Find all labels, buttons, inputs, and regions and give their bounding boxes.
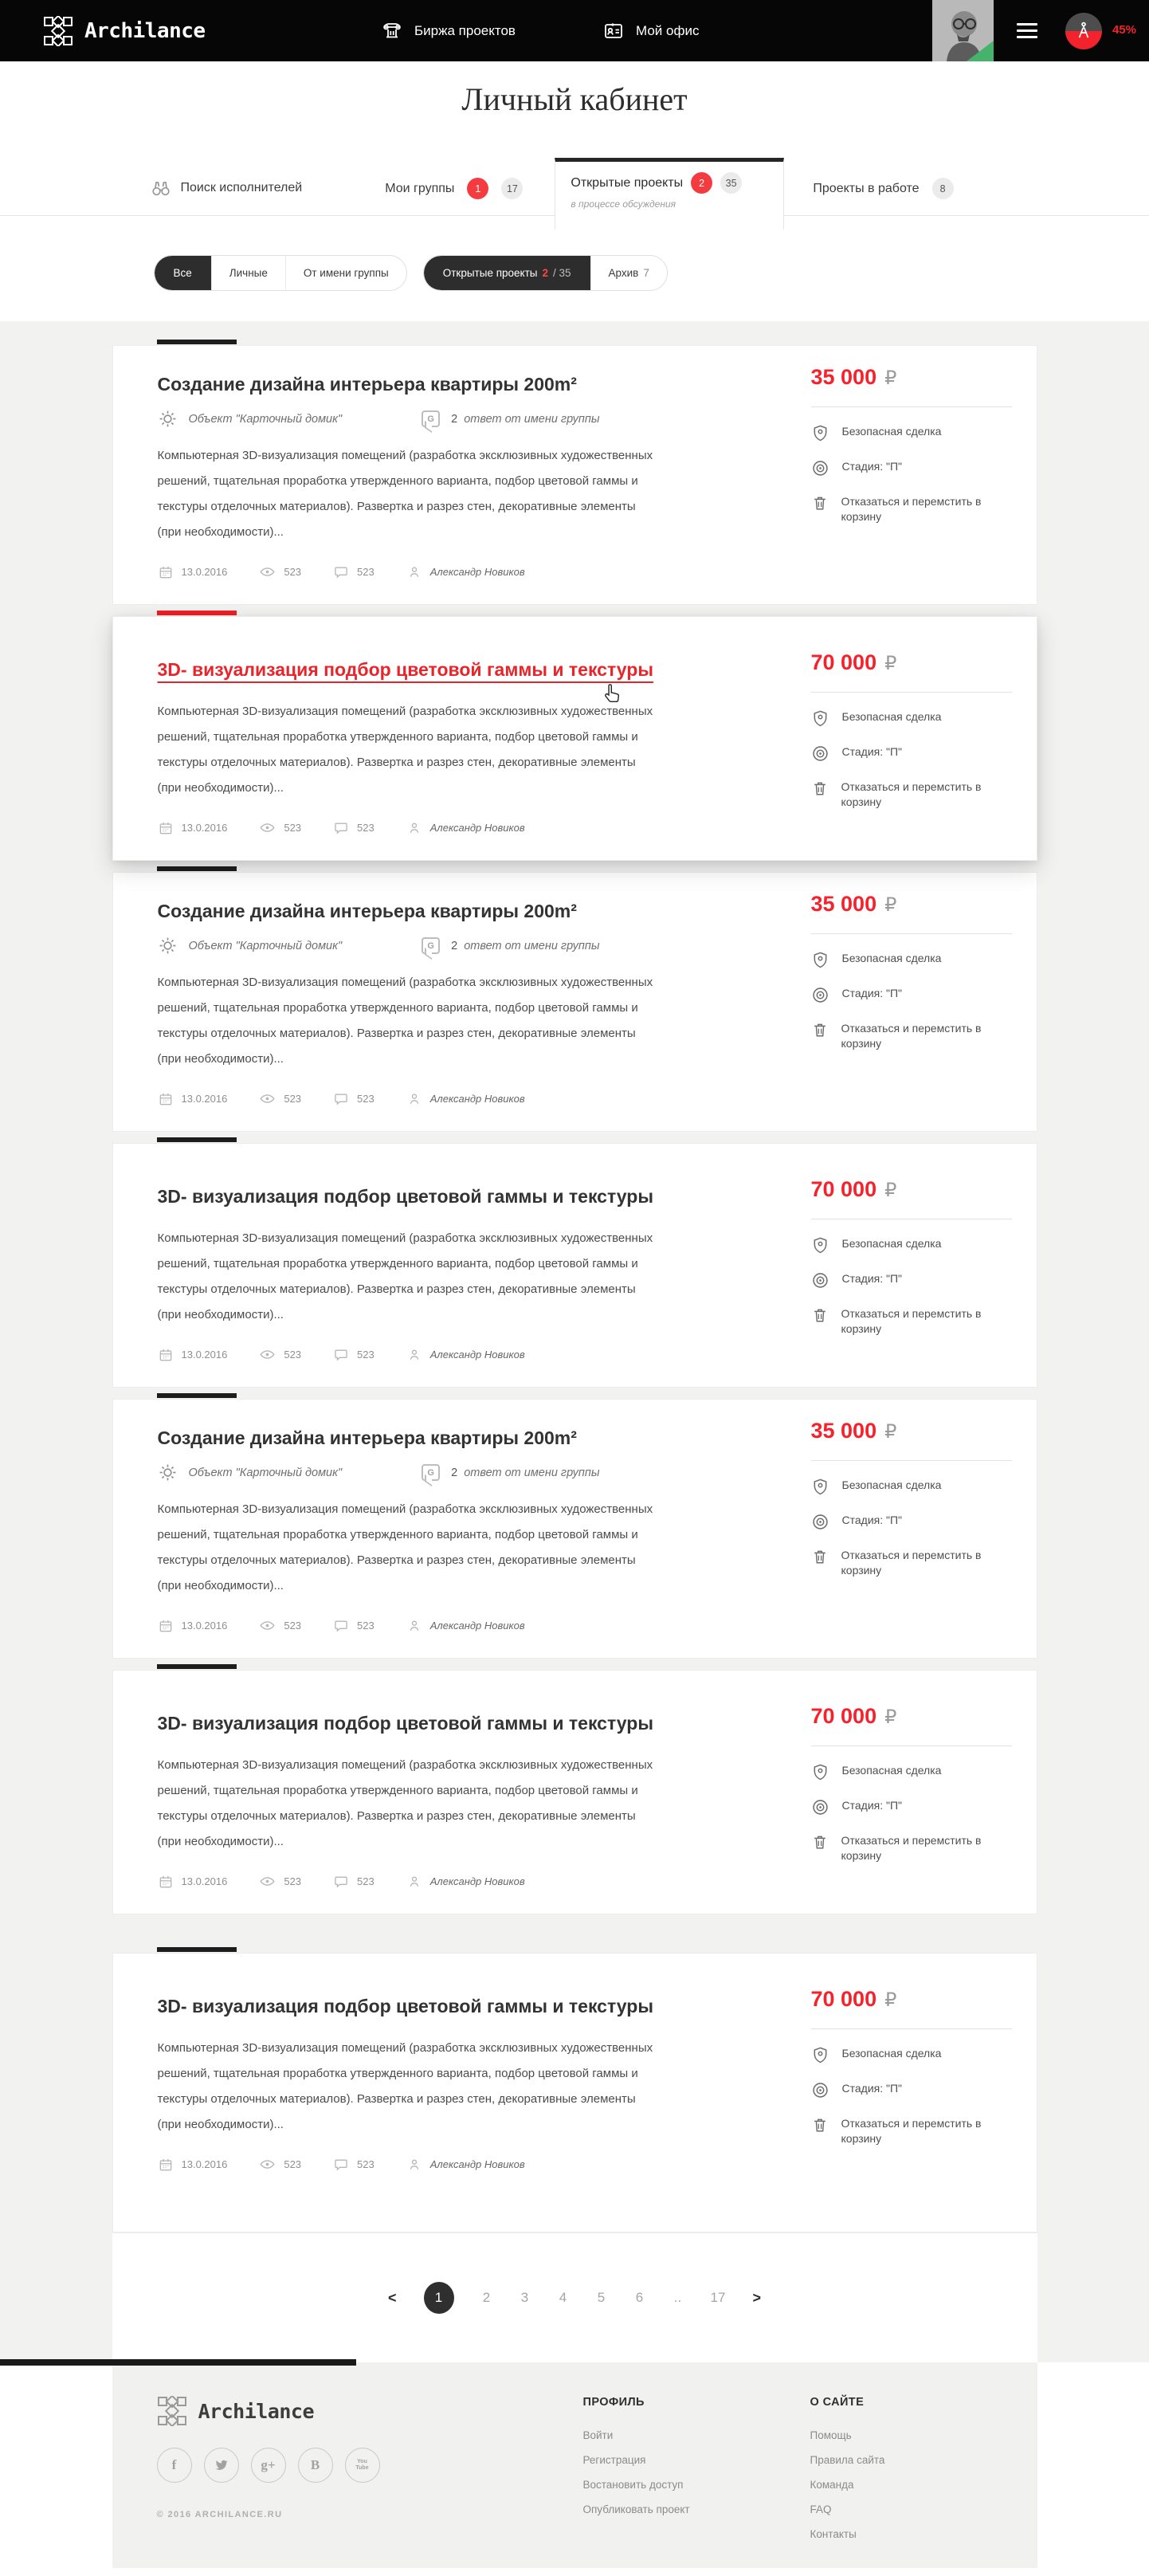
archive-count: 7 — [643, 267, 649, 279]
stage-action[interactable] — [811, 1798, 1012, 1816]
views-counter — [259, 1873, 301, 1890]
safe-deal-action[interactable] — [811, 424, 1012, 442]
project-author[interactable] — [406, 820, 525, 836]
side-divider — [811, 406, 1012, 407]
comments-value: 523 — [357, 1875, 375, 1887]
date-value: 13.0.2016 — [181, 1349, 228, 1361]
project-card[interactable] — [112, 616, 1037, 861]
stage-action[interactable] — [811, 1271, 1012, 1290]
project-author[interactable] — [406, 564, 525, 580]
tabbar — [112, 158, 1037, 216]
group-reply-icon: G — [422, 410, 440, 427]
date-value: 13.0.2016 — [181, 1875, 228, 1887]
safe-deal-action[interactable] — [811, 1236, 1012, 1255]
footer-link[interactable]: Опубликовать проект — [582, 2503, 690, 2515]
author-name: Александр Новиков — [429, 1349, 525, 1361]
safe-deal-label: Безопасная сделка — [841, 710, 942, 723]
project-meta-row — [158, 936, 662, 956]
project-foot-row — [158, 1346, 662, 1363]
project-title[interactable]: Создание дизайна интерьера квартиры 200m² — [157, 1427, 577, 1448]
pagination-page[interactable]: 4 — [559, 2290, 567, 2305]
footer-link[interactable]: Регистрация — [582, 2454, 646, 2466]
project-title[interactable]: 3D- визуализация подбор цветовой гаммы и текстуры — [157, 659, 653, 680]
project-foot-row — [158, 1090, 662, 1107]
menu-burger-icon[interactable] — [1017, 23, 1037, 38]
views-counter — [259, 819, 301, 836]
decline-label: Отказаться и перемстить в корзину — [841, 495, 982, 523]
views-counter — [259, 564, 301, 580]
filters-row — [154, 255, 1037, 291]
decline-to-trash-action[interactable] — [811, 2116, 1012, 2146]
safe-deal-action[interactable] — [811, 1763, 1012, 1781]
author-name: Александр Новиков — [429, 822, 525, 834]
tab-label: Проекты в работе — [813, 181, 920, 195]
decline-to-trash-action[interactable] — [811, 1306, 1012, 1337]
views-counter — [259, 2156, 301, 2173]
footer-brand-name: Archilance — [198, 2399, 315, 2423]
project-description: Компьютерная 3D-визуализация помещений (разработка эксклюзивных художественных решений, тщательная проработка утвержденного варианта, подбор цветовой гаммы и текстуры отделочных материалов). Развертка и разрез стен, декоративные элементы (при необходимости)... — [157, 2041, 653, 2131]
ruble-sign: ₽ — [884, 1989, 897, 2011]
side-divider — [811, 933, 1012, 934]
comments-value: 523 — [357, 1620, 375, 1632]
project-price — [811, 1419, 897, 1443]
project-description: Компьютерная 3D-визуализация помещений (разработка эксклюзивных художественных решений, тщательная проработка утвержденного варианта, подбор цветовой гаммы и текстуры отделочных материалов). Развертка и разрез стен, декоративные элементы (при необходимости)... — [157, 1231, 653, 1321]
project-card[interactable] — [112, 1399, 1037, 1659]
decline-label: Отказаться и перемстить в корзину — [841, 1307, 982, 1335]
views-value: 523 — [284, 1875, 302, 1887]
footer-link[interactable]: Контакты — [810, 2528, 857, 2540]
filter-open-projects[interactable]: Открытые проекты 2 / 35 — [424, 256, 590, 290]
footer-column-about — [810, 2396, 885, 2553]
stage-label: Стадия: "П" — [841, 2082, 903, 2095]
card-accent-dash — [157, 340, 237, 344]
card-gap — [112, 1132, 1037, 1143]
reply-count: 2 — [451, 412, 458, 426]
filter-archive[interactable]: Архив 7 — [590, 256, 667, 290]
project-title[interactable]: 3D- визуализация подбор цветовой гаммы и текстуры — [157, 1713, 653, 1734]
facebook-icon[interactable]: f — [157, 2448, 192, 2483]
project-side-actions — [811, 1460, 1012, 1578]
project-card[interactable] — [112, 1953, 1037, 2232]
date-value: 13.0.2016 — [181, 822, 228, 834]
card-accent-dash — [157, 1393, 237, 1398]
author-name: Александр Новиков — [429, 1620, 525, 1632]
id-card-icon — [602, 20, 625, 42]
project-date — [158, 1618, 228, 1634]
project-price — [811, 1177, 897, 1202]
project-date — [158, 1874, 228, 1890]
comments-counter[interactable] — [333, 1618, 375, 1634]
footer-column-title: О САЙТЕ — [810, 2396, 865, 2409]
new-count-badge: 1 — [467, 178, 488, 199]
reply-count: 2 — [451, 939, 458, 952]
reply-label[interactable]: ответ от имени группы — [464, 939, 600, 952]
total-count-badge: 35 — [720, 172, 742, 194]
hand-cursor-icon — [601, 682, 623, 705]
comments-value: 523 — [357, 566, 375, 578]
footer-links-profile — [583, 2429, 690, 2515]
ruble-sign: ₽ — [884, 367, 897, 389]
views-value: 523 — [284, 1093, 302, 1105]
ruble-sign: ₽ — [884, 1706, 897, 1728]
project-card[interactable] — [112, 1143, 1037, 1388]
price-amount: 70 000 — [810, 1177, 877, 1201]
comments-value: 523 — [357, 2158, 375, 2170]
tab-my-groups[interactable] — [385, 158, 523, 199]
nav-label: Биржа проектов — [414, 22, 516, 38]
card-gap — [112, 605, 1037, 616]
footer-links-about — [810, 2429, 885, 2540]
footer-link[interactable]: Помощь — [810, 2429, 852, 2441]
archilance-logo-icon — [157, 2396, 187, 2426]
safe-deal-action[interactable] — [811, 709, 1012, 728]
project-title[interactable]: 3D- визуализация подбор цветовой гаммы и текстуры — [157, 1186, 653, 1207]
project-date — [158, 820, 228, 836]
brand-name: Archilance — [84, 18, 206, 43]
card-accent-dash — [157, 1664, 237, 1669]
brand-logo[interactable] — [43, 0, 206, 61]
project-author[interactable] — [406, 1874, 525, 1890]
project-author[interactable] — [406, 2157, 525, 2173]
decline-to-trash-action[interactable] — [811, 779, 1012, 810]
stage-label: Стадия: "П" — [841, 987, 903, 999]
rating-percent: 45% — [1112, 23, 1137, 37]
views-value: 523 — [284, 1620, 302, 1632]
footer-link[interactable]: Востановить доступ — [582, 2479, 684, 2491]
project-date — [158, 1091, 228, 1107]
youtube-icon[interactable]: You Tube — [345, 2448, 380, 2483]
decline-label: Отказаться и перемстить в корзину — [841, 2117, 982, 2145]
total-count-badge: 8 — [932, 178, 954, 199]
stage-action[interactable] — [811, 1513, 1012, 1531]
project-title[interactable]: Создание дизайна интерьера квартиры 200m² — [157, 374, 577, 395]
project-foot-row — [158, 2156, 662, 2173]
decline-to-trash-action[interactable] — [811, 494, 1012, 524]
project-price — [811, 1987, 897, 2012]
tab-search-executors[interactable] — [151, 158, 303, 198]
page-title: Личный кабинет — [461, 81, 688, 117]
card-gap — [112, 321, 1037, 345]
nav-project-exchange[interactable] — [381, 0, 516, 61]
author-name: Александр Новиков — [429, 1875, 525, 1887]
rating-compass-icon[interactable] — [1065, 13, 1102, 49]
decline-to-trash-action[interactable] — [811, 1548, 1012, 1578]
project-foot-row — [158, 819, 662, 836]
card-accent-dash — [157, 866, 237, 871]
project-side-actions — [811, 2028, 1012, 2146]
card-accent-dash — [157, 1137, 237, 1142]
safe-deal-action[interactable] — [811, 1478, 1012, 1496]
pagination — [112, 2232, 1037, 2362]
project-description: Компьютерная 3D-визуализация помещений (разработка эксклюзивных художественных решений, тщательная проработка утвержденного варианта, подбор цветовой гаммы и текстуры отделочных материалов). Развертка и разрез стен, декоративные элементы (при необходимости)... — [157, 1502, 653, 1592]
project-date — [158, 2157, 228, 2173]
safe-deal-label: Безопасная сделка — [841, 1764, 942, 1777]
author-name: Александр Новиков — [429, 2158, 525, 2170]
author-name: Александр Новиков — [429, 1093, 525, 1105]
project-author[interactable] — [406, 1618, 525, 1634]
stage-label: Стадия: "П" — [841, 460, 903, 473]
open-count: 2 — [542, 267, 548, 279]
tab-label: Поиск исполнителей — [180, 181, 303, 194]
gear-icon — [158, 936, 178, 956]
cabinet-head — [0, 61, 1149, 321]
views-value: 523 — [284, 822, 302, 834]
comments-value: 523 — [357, 822, 375, 834]
project-author[interactable] — [406, 1091, 525, 1107]
project-description: Компьютерная 3D-визуализация помещений (разработка эксклюзивных художественных решений, тщательная проработка утвержденного варианта, подбор цветовой гаммы и текстуры отделочных материалов). Развертка и разрез стен, декоративные элементы (при необходимости)... — [157, 705, 653, 795]
stage-action[interactable] — [811, 459, 1012, 477]
footer-column-title: ПРОФИЛЬ — [582, 2396, 645, 2409]
project-object-label[interactable]: Объект "Карточный домик" — [188, 939, 343, 952]
views-value: 523 — [284, 566, 302, 578]
safe-deal-action[interactable] — [811, 2046, 1012, 2064]
author-name: Александр Новиков — [429, 566, 525, 578]
stage-label: Стадия: "П" — [841, 1514, 903, 1526]
decline-to-trash-action[interactable] — [811, 1021, 1012, 1051]
tab-subtitle: в процессе обсуждения — [571, 198, 676, 210]
side-divider — [811, 692, 1012, 693]
behance-icon[interactable]: B — [298, 2448, 333, 2483]
comments-counter[interactable] — [333, 2157, 375, 2173]
comments-counter[interactable] — [333, 1347, 375, 1363]
date-value: 13.0.2016 — [181, 566, 228, 578]
avatar-status-corner — [967, 41, 994, 61]
stage-action[interactable] — [811, 744, 1012, 763]
project-card[interactable] — [112, 345, 1037, 605]
pagination-page[interactable]: 3 — [520, 2290, 529, 2305]
project-title[interactable]: Создание дизайна интерьера квартиры 200m² — [157, 901, 577, 921]
pagination-page[interactable]: 2 — [482, 2290, 491, 2305]
pagination-prev[interactable]: < — [388, 2289, 397, 2306]
date-value: 13.0.2016 — [181, 2158, 228, 2170]
price-amount: 35 000 — [810, 365, 877, 389]
project-foot-row — [158, 1873, 662, 1890]
stage-action[interactable] — [811, 2081, 1012, 2099]
project-price — [811, 892, 897, 917]
pagination-next[interactable]: > — [752, 2289, 761, 2306]
date-value: 13.0.2016 — [181, 1620, 228, 1632]
top-header — [0, 0, 1149, 61]
pagination-page[interactable]: .. — [673, 2290, 682, 2305]
project-meta-row — [158, 409, 662, 429]
project-side-actions — [811, 933, 1012, 1051]
stage-action[interactable] — [811, 986, 1012, 1004]
user-avatar[interactable] — [932, 0, 994, 61]
comments-value: 523 — [357, 1093, 375, 1105]
project-price — [811, 1704, 897, 1729]
page-footer — [0, 2362, 1149, 2576]
price-amount: 35 000 — [810, 1419, 877, 1443]
safe-deal-action[interactable] — [811, 951, 1012, 969]
project-meta-row — [158, 1463, 662, 1482]
filter-all[interactable]: Все — [155, 256, 211, 290]
stage-label: Стадия: "П" — [841, 1799, 903, 1812]
project-foot-row — [158, 564, 662, 580]
gear-icon — [158, 409, 178, 429]
project-date — [158, 1347, 228, 1363]
group-reply-icon: G — [422, 937, 440, 954]
project-card[interactable] — [112, 872, 1037, 1132]
tab-projects-in-work[interactable] — [813, 158, 953, 199]
project-object-label[interactable]: Объект "Карточный домик" — [188, 412, 343, 426]
project-description: Компьютерная 3D-визуализация помещений (разработка эксклюзивных художественных решений, тщательная проработка утвержденного варианта, подбор цветовой гаммы и текстуры отделочных материалов). Развертка и разрез стен, декоративные элементы (при необходимости)... — [157, 449, 653, 539]
total-count-badge: 17 — [501, 178, 523, 199]
project-object-label[interactable]: Объект "Карточный домик" — [188, 1466, 343, 1479]
pagination-page-active[interactable]: 1 — [424, 2282, 454, 2314]
views-value: 523 — [284, 1349, 302, 1361]
filter-personal[interactable]: Личные — [211, 256, 285, 290]
decline-label: Отказаться и перемстить в корзину — [841, 1022, 982, 1050]
project-side-actions — [811, 1219, 1012, 1337]
project-list — [112, 321, 1037, 2232]
project-date — [158, 564, 228, 580]
project-foot-row — [158, 1617, 662, 1634]
views-counter — [259, 1090, 301, 1107]
decline-label: Отказаться и перемстить в корзину — [841, 780, 982, 808]
archilance-logo-icon — [43, 16, 73, 46]
google-plus-icon[interactable]: g+ — [251, 2448, 286, 2483]
price-amount: 70 000 — [810, 1704, 877, 1728]
safe-deal-label: Безопасная сделка — [841, 1478, 942, 1491]
views-counter — [259, 1617, 301, 1634]
date-value: 13.0.2016 — [181, 1093, 228, 1105]
comments-value: 523 — [357, 1349, 375, 1361]
project-description: Компьютерная 3D-визуализация помещений (разработка эксклюзивных художественных решений, тщательная проработка утвержденного варианта, подбор цветовой гаммы и текстуры отделочных материалов). Развертка и разрез стен, декоративные элементы (при необходимости)... — [157, 976, 653, 1066]
side-divider — [811, 1460, 1012, 1461]
nav-label: Мой офис — [636, 22, 700, 38]
safe-deal-label: Безопасная сделка — [841, 425, 942, 438]
nav-my-office[interactable] — [602, 0, 699, 61]
price-amount: 70 000 — [810, 650, 877, 674]
ruble-sign: ₽ — [884, 893, 897, 916]
state-filter — [423, 255, 668, 291]
stage-label: Стадия: "П" — [841, 745, 903, 758]
footer-link[interactable]: Команда — [810, 2479, 854, 2491]
reply-label[interactable]: ответ от имени группы — [464, 1466, 600, 1479]
card-gap — [112, 1659, 1037, 1670]
side-divider — [811, 2028, 1012, 2029]
pagination-page[interactable]: 6 — [635, 2290, 644, 2305]
project-title[interactable]: 3D- визуализация подбор цветовой гаммы и текстуры — [157, 1996, 653, 2016]
side-divider — [811, 1745, 1012, 1746]
safe-deal-label: Безопасная сделка — [841, 2047, 942, 2060]
views-counter — [259, 1346, 301, 1363]
views-value: 523 — [284, 2158, 302, 2170]
projects-band — [0, 321, 1149, 2362]
tab-open-projects[interactable] — [555, 158, 784, 230]
project-side-actions — [811, 1745, 1012, 1863]
project-price — [811, 650, 897, 675]
pagination-page[interactable]: 17 — [710, 2290, 726, 2305]
tab-label: Открытые проекты — [571, 175, 684, 190]
pagination-page[interactable]: 5 — [597, 2290, 606, 2305]
footer-column-profile — [583, 2396, 690, 2528]
footer-link[interactable]: Правила сайта — [810, 2454, 885, 2466]
reply-label[interactable]: ответ от имени группы — [464, 412, 600, 426]
ruble-sign: ₽ — [884, 1179, 897, 1201]
decline-label: Отказаться и перемстить в корзину — [841, 1549, 982, 1577]
copyright: © 2016 ARCHILANCE.RU — [156, 2510, 283, 2519]
project-author[interactable] — [406, 1347, 525, 1363]
footer-link[interactable]: Войти — [582, 2429, 614, 2441]
decline-label: Отказаться и перемстить в корзину — [841, 1834, 982, 1862]
ruble-sign: ₽ — [884, 1420, 897, 1443]
card-gap — [112, 861, 1037, 872]
project-price — [811, 365, 897, 390]
footer-link[interactable]: FAQ — [810, 2503, 832, 2515]
footer-accent-bar — [0, 2359, 356, 2366]
open-total: / 35 — [553, 267, 571, 279]
filter-on-behalf[interactable]: От имени группы — [285, 256, 406, 290]
project-side-actions — [811, 406, 1012, 524]
scope-filter — [154, 255, 407, 291]
reply-count: 2 — [451, 1466, 458, 1479]
project-card[interactable] — [112, 1670, 1037, 1914]
comments-counter[interactable] — [333, 564, 375, 580]
comments-counter[interactable] — [333, 1091, 375, 1107]
tab-label: Мои группы — [385, 181, 455, 195]
new-count-badge: 2 — [691, 172, 712, 194]
twitter-icon[interactable] — [204, 2448, 239, 2483]
card-accent-dash — [157, 1947, 237, 1952]
bank-icon — [381, 20, 403, 42]
binoculars-icon — [151, 178, 171, 198]
ruble-sign: ₽ — [884, 652, 897, 674]
group-reply-icon: G — [422, 1464, 440, 1481]
comments-counter[interactable] — [333, 820, 375, 836]
card-gap — [112, 1914, 1037, 1953]
card-gap — [112, 1388, 1037, 1399]
comments-counter[interactable] — [333, 1874, 375, 1890]
card-accent-dash — [157, 611, 237, 615]
stage-label: Стадия: "П" — [841, 1272, 903, 1285]
price-amount: 70 000 — [810, 1987, 877, 2011]
decline-to-trash-action[interactable] — [811, 1833, 1012, 1863]
price-amount: 35 000 — [810, 892, 877, 916]
gear-icon — [158, 1463, 178, 1482]
safe-deal-label: Безопасная сделка — [841, 1237, 942, 1250]
project-side-actions — [811, 692, 1012, 810]
project-description: Компьютерная 3D-визуализация помещений (разработка эксклюзивных художественных решений, тщательная проработка утвержденного варианта, подбор цветовой гаммы и текстуры отделочных материалов). Развертка и разрез стен, декоративные элементы (при необходимости)... — [157, 1758, 653, 1848]
safe-deal-label: Безопасная сделка — [841, 952, 942, 964]
